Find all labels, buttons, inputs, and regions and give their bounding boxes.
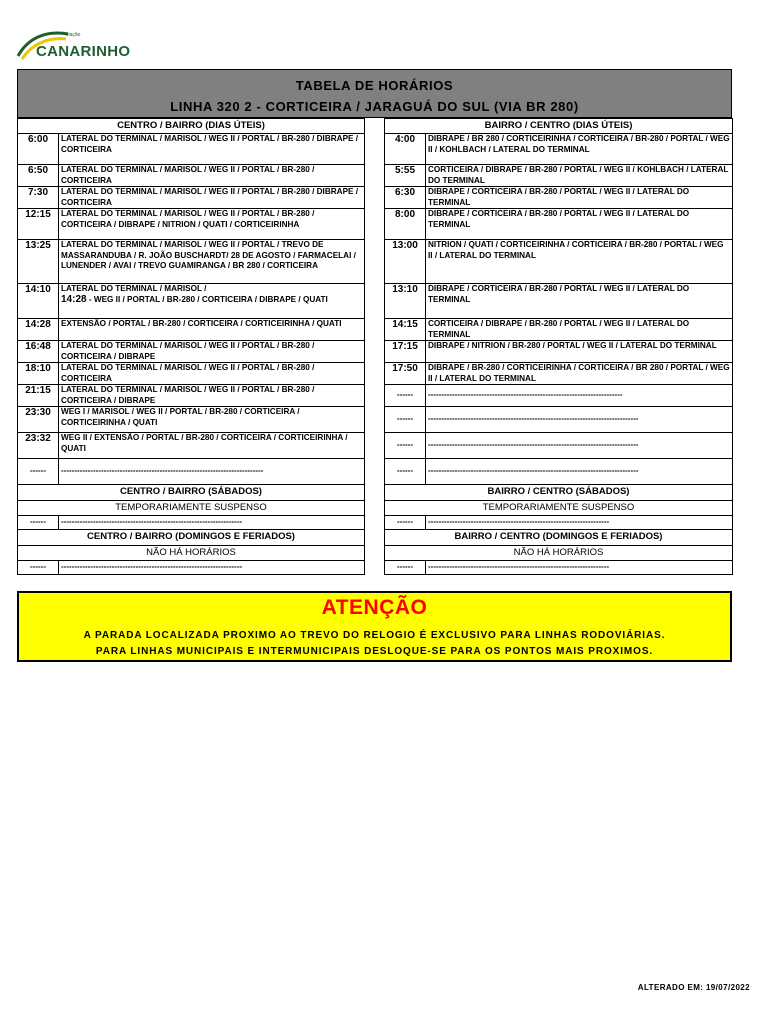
schedule-row <box>18 209 733 240</box>
saturday-row <box>18 485 733 501</box>
column-gap <box>365 501 385 516</box>
schedule-row <box>18 284 733 319</box>
route-centro: LATERAL DO TERMINAL / MARISOL / WEG II / PORTAL / BR-280 / DIBRAPE / CORTICEIRA <box>59 134 365 165</box>
departure-time-bairro: 4:00 <box>385 134 426 165</box>
route-centro: LATERAL DO TERMINAL / MARISOL / WEG II / PORTAL / BR-280 / CORTICEIRA <box>59 165 365 187</box>
column-gap <box>365 209 385 240</box>
route-centro <box>59 284 365 319</box>
saturday-row <box>18 516 733 530</box>
departure-time-centro: 21:15 <box>18 385 59 407</box>
route-bairro: CORTICEIRA / DIBRAPE / BR-280 / PORTAL / WEG II / KOHLBACH / LATERAL DO TERMINAL <box>426 165 733 187</box>
column-gap <box>365 433 385 459</box>
route-time: 14:28 <box>61 293 87 305</box>
saturday-left-note: TEMPORARIAMENTE SUSPENSO <box>18 501 365 516</box>
attention-line-2: PARA LINHAS MUNICIPAIS E INTERMUNICIPAIS DESLOQUE-SE PARA OS PONTOS MAIS PROXIMOS. <box>95 646 654 657</box>
departure-time-centro: 14:28 <box>18 319 59 341</box>
sunday-dash-time: ------ <box>385 561 426 575</box>
column-gap <box>365 485 385 501</box>
departure-time-centro: 23:30 <box>18 407 59 433</box>
sunday-dash-time: ------ <box>18 561 59 575</box>
logo-name: CANARINHO <box>36 43 131 60</box>
departure-time-centro: 13:25 <box>18 240 59 284</box>
weekday-header-row <box>18 119 733 134</box>
sunday-dash-right: -------------------------------------------------------------------- <box>426 561 733 575</box>
column-gap <box>365 530 385 546</box>
column-gap <box>365 459 385 485</box>
route-centro: LATERAL DO TERMINAL / MARISOL / WEG II / PORTAL / BR-280 / CORTICEIRA / DIBRAPE <box>59 385 365 407</box>
weekday-left-title: CENTRO / BAIRRO (DIAS ÚTEIS) <box>18 119 365 134</box>
column-gap <box>365 319 385 341</box>
sunday-right-title: BAIRRO / CENTRO (DOMINGOS E FERIADOS) <box>385 530 733 546</box>
route-bairro: DIBRAPE / CORTICEIRA / BR-280 / PORTAL / WEG II / LATERAL DO TERMINAL <box>426 187 733 209</box>
saturday-left-title: CENTRO / BAIRRO (SÁBADOS) <box>18 485 365 501</box>
saturday-dash-left: -------------------------------------------------------------------- <box>59 516 365 530</box>
route-centro: LATERAL DO TERMINAL / MARISOL / WEG II / PORTAL / BR-280 / DIBRAPE / CORTICEIRA <box>59 187 365 209</box>
column-gap <box>365 363 385 385</box>
route-bairro: CORTICEIRA / DIBRAPE / BR-280 / PORTAL / WEG II / LATERAL DO TERMINAL <box>426 319 733 341</box>
sunday-row <box>18 561 733 575</box>
route-bairro: DIBRAPE / NITRION / BR-280 / PORTAL / WEG II / LATERAL DO TERMINAL <box>426 341 733 363</box>
schedule-row <box>18 341 733 363</box>
route-centro: EXTENSÃO / PORTAL / BR-280 / CORTICEIRA / CORTICEIRINHA / QUATI <box>59 319 365 341</box>
schedule-row <box>18 385 733 407</box>
schedule-row <box>18 187 733 209</box>
column-gap <box>365 284 385 319</box>
attention-title: ATENÇÃO <box>321 596 428 619</box>
schedule-row <box>18 165 733 187</box>
logo-tagline: viação <box>66 32 81 38</box>
weekday-right-title: BAIRRO / CENTRO (DIAS ÚTEIS) <box>385 119 733 134</box>
departure-time-centro: 6:00 <box>18 134 59 165</box>
departure-time-centro: 23:32 <box>18 433 59 459</box>
sunday-row <box>18 546 733 561</box>
column-gap <box>365 165 385 187</box>
sunday-right-note: NÃO HÁ HORÁRIOS <box>385 546 733 561</box>
schedule-row <box>18 433 733 459</box>
departure-time-bairro: ------ <box>385 407 426 433</box>
schedule-row <box>18 407 733 433</box>
route-bairro: ------------------------------------------------------------------------- <box>426 385 733 407</box>
departure-time-bairro: ------ <box>385 459 426 485</box>
route-bairro: DIBRAPE / CORTICEIRA / BR-280 / PORTAL / WEG II / LATERAL DO TERMINAL <box>426 284 733 319</box>
route-bairro: DIBRAPE / BR-280 / CORTICEIRINHA / CORTICEIRA / BR 280 / PORTAL / WEG II / LATERAL DO TERMINAL <box>426 363 733 385</box>
departure-time-bairro: 17:15 <box>385 341 426 363</box>
departure-time-centro: ------ <box>18 459 59 485</box>
altered-date: ALTERADO EM: 19/07/2022 <box>637 983 750 992</box>
departure-time-centro: 14:10 <box>18 284 59 319</box>
sunday-dash-left: -------------------------------------------------------------------- <box>59 561 365 575</box>
column-gap <box>365 407 385 433</box>
column-gap <box>365 385 385 407</box>
departure-time-bairro: ------ <box>385 385 426 407</box>
column-gap <box>365 341 385 363</box>
saturday-dash-time: ------ <box>385 516 426 530</box>
route-bairro: DIBRAPE / CORTICEIRA / BR-280 / PORTAL / WEG II / LATERAL DO TERMINAL <box>426 209 733 240</box>
route-bairro: NITRION / QUATI / CORTICEIRINHA / CORTICEIRA / BR-280 / PORTAL / WEG II / LATERAL DO TERMINAL <box>426 240 733 284</box>
column-gap <box>365 119 385 134</box>
schedule-row <box>18 240 733 284</box>
route-bairro: ------------------------------------------------------------------------------- <box>426 407 733 433</box>
route-centro: LATERAL DO TERMINAL / MARISOL / WEG II / PORTAL / BR-280 / CORTICEIRA <box>59 363 365 385</box>
saturday-right-title: BAIRRO / CENTRO (SÁBADOS) <box>385 485 733 501</box>
column-gap <box>365 561 385 575</box>
sunday-row <box>18 530 733 546</box>
departure-time-centro: 6:50 <box>18 165 59 187</box>
attention-box <box>17 591 732 662</box>
saturday-dash-right: -------------------------------------------------------------------- <box>426 516 733 530</box>
route-bairro: ------------------------------------------------------------------------------- <box>426 433 733 459</box>
column-gap <box>365 516 385 530</box>
route-bairro: DIBRAPE / BR 280 / CORTICEIRINHA / CORTICEIRA / BR-280 / PORTAL / WEG II / KOHLBACH / LATERAL DO TERMINAL <box>426 134 733 165</box>
saturday-row <box>18 501 733 516</box>
departure-time-bairro: ------ <box>385 433 426 459</box>
departure-time-bairro: 8:00 <box>385 209 426 240</box>
departure-time-centro: 16:48 <box>18 341 59 363</box>
departure-time-bairro: 6:30 <box>385 187 426 209</box>
schedule-row <box>18 459 733 485</box>
departure-time-centro: 7:30 <box>18 187 59 209</box>
column-gap <box>365 134 385 165</box>
route-centro: LATERAL DO TERMINAL / MARISOL / WEG II / PORTAL / BR-280 / CORTICEIRA / DIBRAPE <box>59 341 365 363</box>
saturday-dash-time: ------ <box>18 516 59 530</box>
schedule-row <box>18 134 733 165</box>
column-gap <box>365 240 385 284</box>
canarinho-logo <box>16 26 138 66</box>
route-centro: WEG I / MARISOL / WEG II / PORTAL / BR-280 / CORTICEIRA / CORTICEIRINHA / QUATI <box>59 407 365 433</box>
route-text: LATERAL DO TERMINAL / MARISOL / <box>61 284 207 293</box>
schedule-row <box>18 319 733 341</box>
route-text: - WEG II / PORTAL / BR-280 / CORTICEIRA / DIBRAPE / QUATI <box>86 294 328 304</box>
departure-time-centro: 12:15 <box>18 209 59 240</box>
route-centro: LATERAL DO TERMINAL / MARISOL / WEG II / PORTAL / TREVO DE MASSARANDUBA / R. JOÃO BUSCHARDT/ 28 DE AGOSTO / FARMACELAI / LUNENDER / AVAI / TREVO GUAMIRANGA / BR 280 / CORTICEIRA <box>59 240 365 284</box>
column-gap <box>365 187 385 209</box>
route-centro: ---------------------------------------------------------------------------- <box>59 459 365 485</box>
route-centro: WEG II / EXTENSÃO / PORTAL / BR-280 / CORTICEIRA / CORTICEIRINHA / QUATI <box>59 433 365 459</box>
departure-time-centro: 18:10 <box>18 363 59 385</box>
line-name: LINHA 320 2 - CORTICEIRA / JARAGUÁ DO SUL (VIA BR 280) <box>170 99 579 114</box>
sunday-left-note: NÃO HÁ HORÁRIOS <box>18 546 365 561</box>
departure-time-bairro: 14:15 <box>385 319 426 341</box>
column-gap <box>365 546 385 561</box>
route-centro: LATERAL DO TERMINAL / MARISOL / WEG II / PORTAL / BR-280 / CORTICEIRA / DIBRAPE / NITRION / QUATI / CORTICEIRINHA <box>59 209 365 240</box>
sunday-left-title: CENTRO / BAIRRO (DOMINGOS E FERIADOS) <box>18 530 365 546</box>
departure-time-bairro: 13:10 <box>385 284 426 319</box>
saturday-right-note: TEMPORARIAMENTE SUSPENSO <box>385 501 733 516</box>
departure-time-bairro: 5:55 <box>385 165 426 187</box>
page-title: TABELA DE HORÁRIOS <box>295 78 454 93</box>
schedule-header <box>17 69 732 118</box>
departure-time-bairro: 13:00 <box>385 240 426 284</box>
schedule-table <box>17 118 733 575</box>
route-bairro: ------------------------------------------------------------------------------- <box>426 459 733 485</box>
departure-time-bairro: 17:50 <box>385 363 426 385</box>
schedule-row <box>18 363 733 385</box>
attention-line-1: A PARADA LOCALIZADA PROXIMO AO TREVO DO RELOGIO É EXCLUSIVO PARA LINHAS RODOVIÁRIAS. <box>83 630 666 641</box>
